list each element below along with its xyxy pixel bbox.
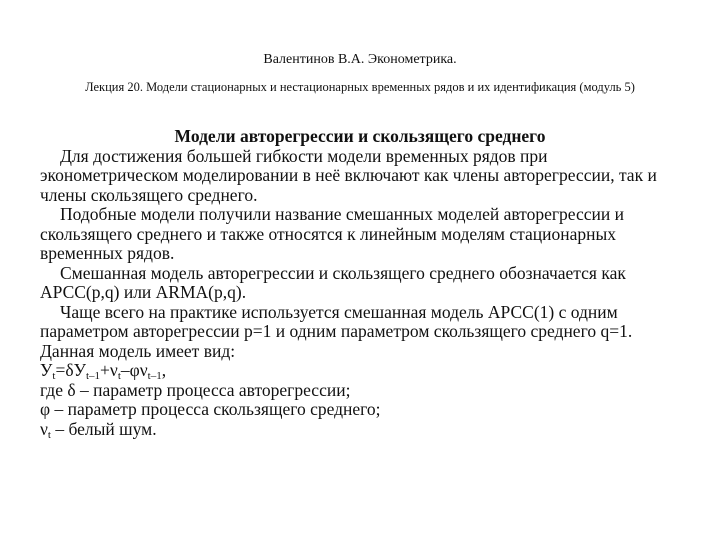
author-header: Валентинов В.А. Эконометрика.: [263, 52, 457, 67]
lecture-content: [40, 127, 680, 439]
model-intro: Данная модель имеет вид:: [40, 340, 236, 361]
formula-plus-nu: +ν: [100, 360, 118, 380]
formula-y-sub: t: [52, 370, 56, 382]
lecture-header: Лекция 20. Модели стационарных и нестационарных временных рядов и их идентификация (модуль 5): [85, 80, 635, 94]
arma-formula: [40, 361, 680, 381]
paragraph-arma11: Чаще всего на практике используется смешанная модель АРСС(1) с одним параметром авторегрессии p=1 и одним параметром скользящего среднего q=1.: [40, 301, 633, 341]
formula-nu-sub: t: [117, 370, 121, 382]
formula-eq-delta: =δУ: [55, 360, 86, 380]
nu-symbol: ν: [40, 418, 48, 439]
formula-y: У: [40, 360, 53, 380]
definition-delta: где δ – параметр процесса авторегрессии;: [40, 379, 351, 400]
formula-nu-prev-sub: t–1: [147, 370, 162, 382]
formula-minus-phi-nu: –φν: [120, 360, 148, 380]
definition-nu: [40, 420, 680, 440]
formula-y-prev-sub: t–1: [85, 370, 101, 382]
paragraph-mixed-models: Подобные модели получили название смешанных моделей авторегрессии и скользящего среднего и также относятся к линейным моделям стационарных временных рядов.: [40, 204, 625, 263]
paragraph-notation: Смешанная модель авторегрессии и скользящего среднего обозначается как АРСС(p,q) или ARMA(p,q).: [40, 262, 626, 302]
nu-definition-text: – белый шум.: [50, 418, 157, 439]
definition-phi: φ – параметр процесса скользящего среднего;: [40, 399, 381, 419]
paragraph-flexibility: Для достижения большей гибкости модели временных рядов при эконометрическом моделировании в неё включают как члены авторегрессии, так и члены скользящего среднего.: [40, 145, 657, 205]
formula-trail: ,: [161, 360, 167, 380]
nu-symbol-sub: t: [47, 428, 51, 441]
section-title: Модели авторегрессии и скользящего среднего: [174, 126, 546, 146]
